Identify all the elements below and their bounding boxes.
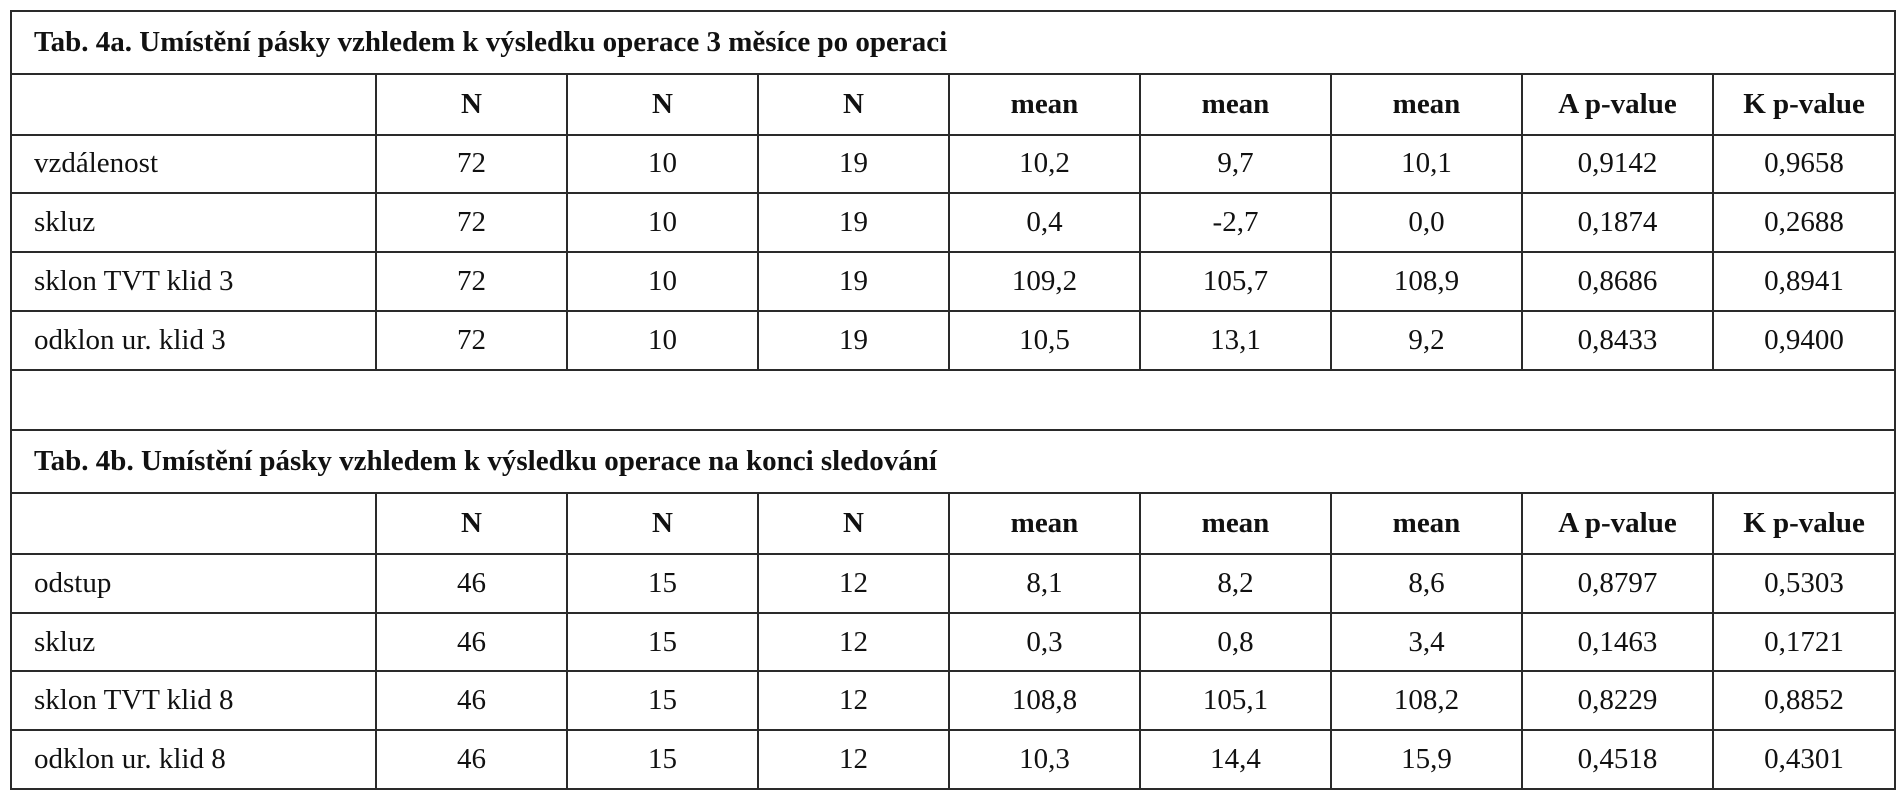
table-cell: 0,3 — [949, 613, 1140, 672]
table-a-header-cell: N — [376, 74, 567, 135]
table-cell: 0,8433 — [1522, 311, 1713, 370]
table-b-title: Tab. 4b. Umístění pásky vzhledem k výsledku operace na konci sledování — [11, 430, 1895, 493]
table-cell: 9,7 — [1140, 135, 1331, 194]
table-cell: 0,9400 — [1713, 311, 1895, 370]
table-cell: 10,5 — [949, 311, 1140, 370]
table-cell: 46 — [376, 554, 567, 613]
table-cell: 72 — [376, 311, 567, 370]
table-a-header-cell: A p-value — [1522, 74, 1713, 135]
table-cell: 0,9658 — [1713, 135, 1895, 194]
table-cell: 8,6 — [1331, 554, 1522, 613]
table-cell: 10 — [567, 252, 758, 311]
table-cell: 19 — [758, 311, 949, 370]
table-b-header-cell: mean — [1331, 493, 1522, 554]
table-row — [11, 252, 1895, 311]
table-row — [11, 311, 1895, 370]
table-cell: 0,9142 — [1522, 135, 1713, 194]
table-cell: 72 — [376, 193, 567, 252]
table-cell: 72 — [376, 252, 567, 311]
table-a-header-cell: mean — [949, 74, 1140, 135]
table-b-header-cell: A p-value — [1522, 493, 1713, 554]
table-cell: 0,8797 — [1522, 554, 1713, 613]
table-row — [11, 671, 1895, 730]
table-a-header-cell: mean — [1140, 74, 1331, 135]
table-cell: 12 — [758, 613, 949, 672]
table-b-header-cell: K p-value — [1713, 493, 1895, 554]
row-label: sklon TVT klid 8 — [11, 671, 376, 730]
table-cell: 15 — [567, 671, 758, 730]
table-a-header-cell — [11, 74, 376, 135]
table-row — [11, 554, 1895, 613]
table-cell: 19 — [758, 193, 949, 252]
table-cell: 10,3 — [949, 730, 1140, 789]
table-cell: 0,8941 — [1713, 252, 1895, 311]
table-cell: 10 — [567, 135, 758, 194]
table-row — [11, 730, 1895, 789]
row-label: skluz — [11, 613, 376, 672]
table-a-header-row — [11, 74, 1895, 135]
table-cell: 0,8852 — [1713, 671, 1895, 730]
table-row — [11, 613, 1895, 672]
table-cell: 12 — [758, 730, 949, 789]
table-cell: 0,1721 — [1713, 613, 1895, 672]
table-cell: 10 — [567, 311, 758, 370]
table-spacer-row — [11, 370, 1895, 431]
table-cell: 15 — [567, 554, 758, 613]
table-b-header-cell — [11, 493, 376, 554]
row-label: sklon TVT klid 3 — [11, 252, 376, 311]
table-b-header-cell: N — [567, 493, 758, 554]
table-cell: 15,9 — [1331, 730, 1522, 789]
table-cell: 10 — [567, 193, 758, 252]
table-cell: 105,7 — [1140, 252, 1331, 311]
table-cell: 14,4 — [1140, 730, 1331, 789]
table-cell: 12 — [758, 554, 949, 613]
table-cell: 10,1 — [1331, 135, 1522, 194]
table-b-header-cell: mean — [949, 493, 1140, 554]
table-row — [11, 193, 1895, 252]
table-spacer — [11, 370, 1895, 431]
table-a-title: Tab. 4a. Umístění pásky vzhledem k výsledku operace 3 měsíce po operaci — [11, 11, 1895, 74]
table-cell: 46 — [376, 730, 567, 789]
table-a-header-cell: N — [758, 74, 949, 135]
table-cell: 46 — [376, 671, 567, 730]
table-cell: 0,8229 — [1522, 671, 1713, 730]
row-label: odklon ur. klid 3 — [11, 311, 376, 370]
table-row — [11, 135, 1895, 194]
table-cell: 15 — [567, 730, 758, 789]
row-label: odklon ur. klid 8 — [11, 730, 376, 789]
table-cell: 19 — [758, 135, 949, 194]
table-cell: 0,0 — [1331, 193, 1522, 252]
table-cell: 8,2 — [1140, 554, 1331, 613]
table-cell: 72 — [376, 135, 567, 194]
table-cell: 0,8 — [1140, 613, 1331, 672]
table-cell: 0,4 — [949, 193, 1140, 252]
table-cell: 0,2688 — [1713, 193, 1895, 252]
table-cell: 13,1 — [1140, 311, 1331, 370]
table-cell: 105,1 — [1140, 671, 1331, 730]
table-cell: 0,4301 — [1713, 730, 1895, 789]
table-cell: 108,8 — [949, 671, 1140, 730]
table-cell: 0,1874 — [1522, 193, 1713, 252]
results-grid — [10, 10, 1896, 790]
table-cell: 12 — [758, 671, 949, 730]
table-cell: 19 — [758, 252, 949, 311]
table-b-header-cell: mean — [1140, 493, 1331, 554]
table-cell: 0,5303 — [1713, 554, 1895, 613]
row-label: skluz — [11, 193, 376, 252]
table-b-header-cell: N — [376, 493, 567, 554]
table-a-header-cell: mean — [1331, 74, 1522, 135]
table-cell: 8,1 — [949, 554, 1140, 613]
table-cell: 0,8686 — [1522, 252, 1713, 311]
table-b-header-cell: N — [758, 493, 949, 554]
table-cell: 10,2 — [949, 135, 1140, 194]
table-cell: 46 — [376, 613, 567, 672]
table-cell: 3,4 — [1331, 613, 1522, 672]
table-cell: 0,1463 — [1522, 613, 1713, 672]
table-cell: 108,9 — [1331, 252, 1522, 311]
table-cell: 9,2 — [1331, 311, 1522, 370]
row-label: odstup — [11, 554, 376, 613]
table-cell: 0,4518 — [1522, 730, 1713, 789]
table-a-header-cell: N — [567, 74, 758, 135]
row-label: vzdálenost — [11, 135, 376, 194]
table-cell: 15 — [567, 613, 758, 672]
table-cell: -2,7 — [1140, 193, 1331, 252]
table-b-title-row — [11, 430, 1895, 493]
table-a-header-cell: K p-value — [1713, 74, 1895, 135]
table-b-header-row — [11, 493, 1895, 554]
results-body — [11, 11, 1895, 789]
results-tables — [10, 10, 1894, 790]
table-cell: 109,2 — [949, 252, 1140, 311]
table-a-title-row — [11, 11, 1895, 74]
table-cell: 108,2 — [1331, 671, 1522, 730]
